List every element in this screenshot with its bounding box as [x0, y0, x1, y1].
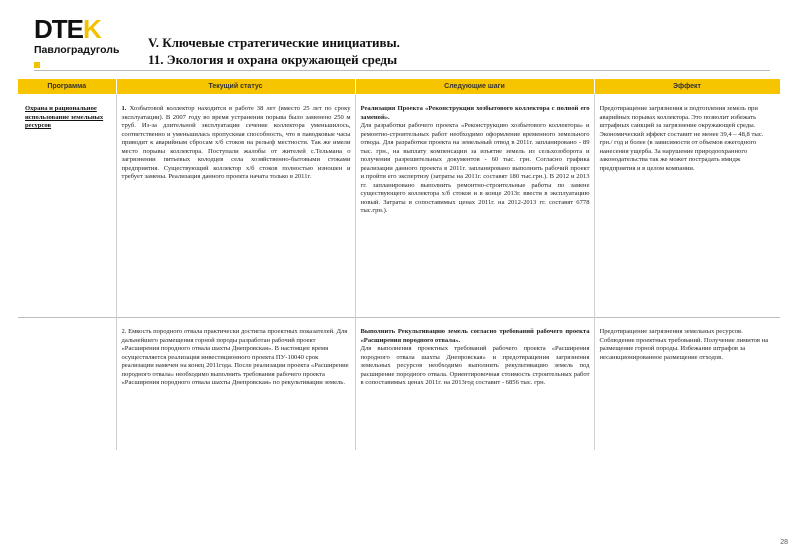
title-divider	[34, 70, 770, 71]
next-steps-body: Для выполнения проектных требований рабочего проекта «Расширения породного отвала шахты Днепровская» и предотвращения загрязнения земельных ресурсов необходимо выполнить рекультивацию земель под расширение породного отвала. Ориентировочная стоимость строительных работ в сопоставимых ценах 2011г. на 2013год составит - 6856 тыс. грн.	[360, 345, 590, 386]
effect-cell	[594, 318, 780, 451]
logo-mark-accent: K	[83, 14, 101, 44]
status-text: Хозбытовой коллектор находится в работе 38 лет (вместо 25 лет по сроку эксплуатации). В 2007 году во время устранения порыва было заменено 250 м труб. Из-за длительной эксплуатации сечение коллектора уменьшилось, соответственно и уменьшилась пропускная способность, что в паводковые часы приводит к аварийным сбросам х/б стоков на рельеф местности. Так же имели место порывы коллектора. Поступали жалобы от жителей с.Тельмана о загрязнении питьевых колодцев села хозяйственно-бытовыми стоками предприятия. Существующий коллектор х/б стоков полностью изношен и требует замены. Реализация данного проекта начата только в 2011г.	[121, 105, 351, 180]
logo-mark-dark: DTE	[34, 14, 83, 44]
logo-mark	[34, 16, 134, 42]
next-steps-cell	[355, 94, 594, 318]
next-steps-cell	[355, 318, 594, 451]
header-effect: Эффект	[594, 79, 780, 94]
title-line-2: 11. Экология и охрана окружающей среды	[148, 52, 398, 67]
program-cell	[18, 318, 116, 451]
next-steps-title: Выполнить Рекультивацию земель согласно требований рабочего проекта «Расширения породного отвала».	[360, 328, 590, 344]
next-steps-body: Для разработки рабочего проекта «Реконструкцию хозбытового коллектора» и ремонтно-строительных работ необходимо оформление временного земельного отвода. Для разработки проекта на земельный отвод в 2011г. запланировано - 89 тыс. грн., на выплату компенсации за изъятие земель из сельхозоборота и получения разрешительных документов - 60 тыс. грн. Согласно графика реализации данного проекта в 2011г. запланировано выполнить рабочий проект и пройти его экспертизу (затраты на 2011г. составят 180 тыс.грн.). В 2012 и 2013 гг. запланировано выполнить ремонтно-строительные работы по замене существующего коллектора х/б стоков и в конце 2013г. ввести в эксплуатацию новый. Затраты в сопоставимых ценах 2011г. на 2012-2013 гг. составят 6778 тыс.грн.).	[360, 122, 590, 214]
header-current-status: Текущий статус	[116, 79, 355, 94]
page-title	[148, 34, 400, 68]
program-cell	[18, 94, 116, 318]
status-text: Емкость породного отвала практически достигла проектных показателей. Для дальнейшего размещения горной породы разработан рабочий проект «Расширения породного отвала шахты Днепровская». В настоящее время осуществляется реализация инвестиционного проекта ПУ-10040 срок реализации намечен на конец 2011года. После реализации проекта «Расширение породного отвала» необходимо выполнить требования рабочего проекта «Расширения породного отвала шахты Днепровская» по рекультивации земель.	[121, 328, 349, 386]
logo-accent-square	[34, 62, 40, 68]
title-line-1: V. Ключевые стратегические инициативы.	[148, 35, 400, 50]
header-program: Программа	[18, 79, 116, 94]
page-number: 28	[780, 539, 788, 546]
effect-cell	[594, 94, 780, 318]
logo-subtitle: Павлоградуголь	[34, 44, 120, 56]
next-steps-title: Реализация Проекта «Реконструкция хозбытового коллектора с полной его заменой».	[360, 105, 590, 121]
status-cell	[116, 318, 355, 451]
table-row	[18, 94, 780, 318]
company-logo	[34, 16, 134, 68]
status-number: 1.	[121, 105, 127, 112]
header-next-steps: Следующие шаги	[355, 79, 594, 94]
table-row	[18, 318, 780, 451]
status-number: 2.	[121, 328, 127, 335]
program-name: Охрана и рациональное использование земельных ресурсов	[25, 105, 104, 129]
effect-text: Предотвращение загрязнения и подтопления земель при аварийных порывах коллектора. Это позволит избежать штрафных санкций за загрязнение окружающей среды. Экономический эффект составит не менее 39,4 – 48,8 тыс. грн./ год и более (в зависимости от объемов ежегодного нанесения ущерба. За нарушение природоохранного законодательства так же может пострадать имидж предприятия и в целом компании.	[599, 105, 764, 172]
effect-text: Предотвращение загрязнения земельных ресурсов. Соблюдение проектных требований. Получение лимитов на размещение горной породы. Избежание штрафов за несанкционированное размещение отходов.	[599, 328, 769, 361]
initiatives-table	[18, 79, 781, 450]
table-header-row	[18, 79, 780, 94]
status-cell	[116, 94, 355, 318]
